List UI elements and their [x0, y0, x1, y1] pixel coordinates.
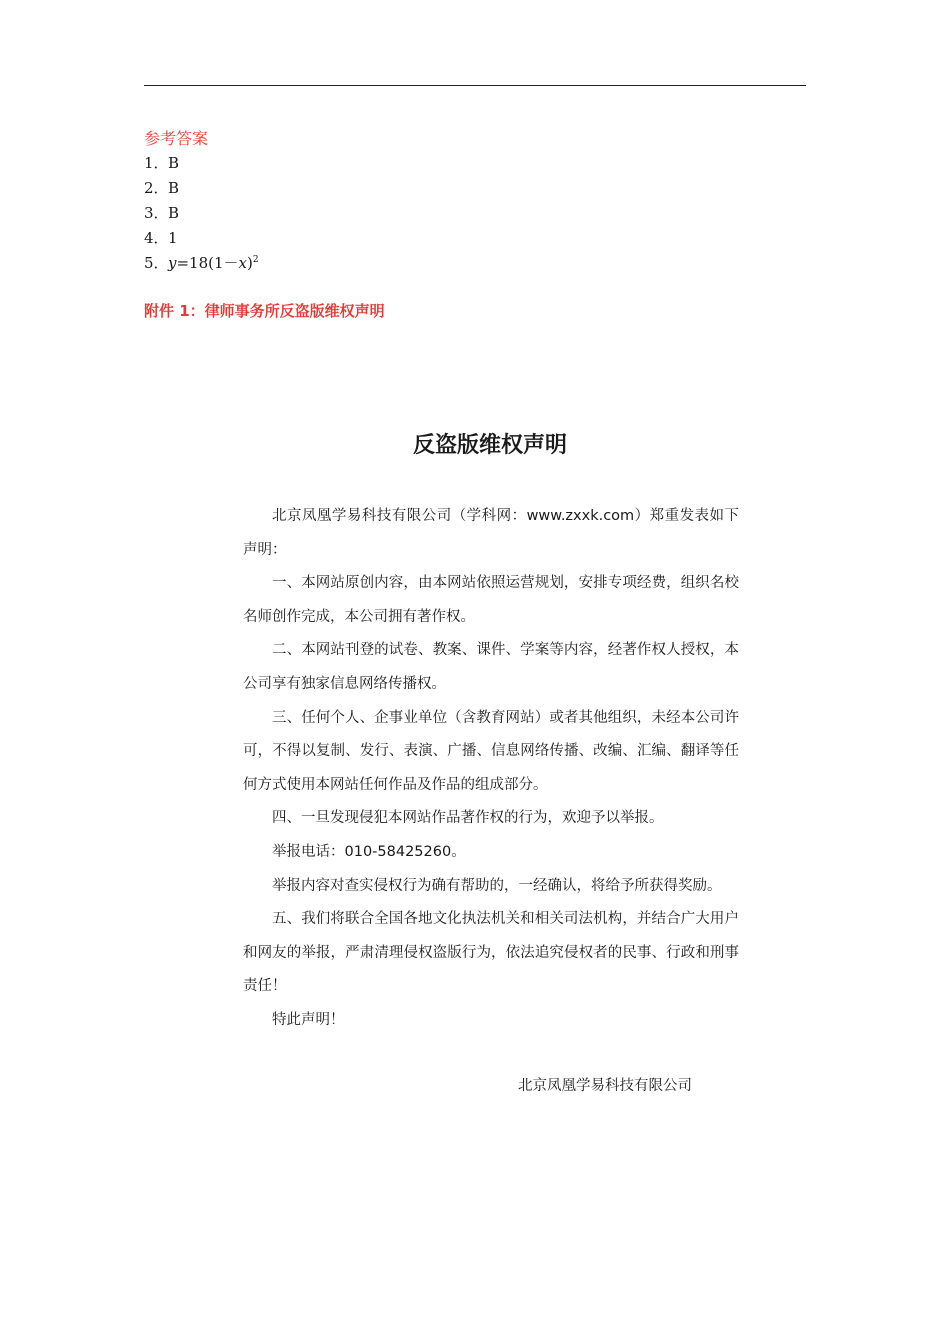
answers-heading: 参考答案 [144, 129, 209, 148]
signature-company: 北京凤凰学易科技有限公司 [518, 1078, 692, 1094]
declaration-paragraph: 特此声明！ [272, 1011, 345, 1028]
declaration-paragraph: 一、本网站原创内容，由本网站依照运营规划，安排专项经费，组织名校名师创作完成，本公司拥有著作权。 [243, 575, 739, 625]
declaration-paragraph: 北京凤凰学易科技有限公司（学科网：www.zxxk.com）郑重发表如下声明： [243, 508, 739, 558]
answer-item-3: 3．B [144, 204, 180, 222]
answer-item-1: 1．B [144, 154, 180, 172]
declaration-paragraph: 举报电话：010-58425260。 [272, 843, 466, 860]
declaration-paragraph: 二、本网站刊登的试卷、教案、课件、学案等内容，经著作权人授权，本公司享有独家信息网络传播权。 [243, 642, 739, 692]
answer-item-4: 4．1 [144, 229, 178, 247]
declaration-paragraph: 三、任何个人、企事业单位（含教育网站）或者其他组织，未经本公司许可，不得以复制、发行、表演、广播、信息网络传播、改编、汇编、翻译等任何方式使用本网站任何作品及作品的组成部分。 [243, 709, 739, 793]
answer-item-5: 5．$y=18(1-x)^2$ [144, 254, 259, 272]
declaration-body [243, 500, 739, 1038]
declaration-paragraph: 四、一旦发现侵犯本网站作品著作权的行为，欢迎予以举报。 [272, 810, 664, 827]
header-rule [144, 85, 806, 86]
declaration-paragraph: 举报内容对查实侵权行为确有帮助的，一经确认，将给予所获得奖励。 [272, 877, 722, 894]
answer-item-2: 2．B [144, 179, 180, 197]
declaration-paragraph: 五、我们将联合全国各地文化执法机关和相关司法机构，并结合广大用户和网友的举报，严肃清理侵权盗版行为，依法追究侵权者的民事、行政和刑事责任！ [243, 911, 739, 995]
declaration-title: 反盗版维权声明 [412, 433, 567, 458]
attachment-heading: 附件 1：律师事务所反盗版维权声明 [144, 302, 385, 320]
